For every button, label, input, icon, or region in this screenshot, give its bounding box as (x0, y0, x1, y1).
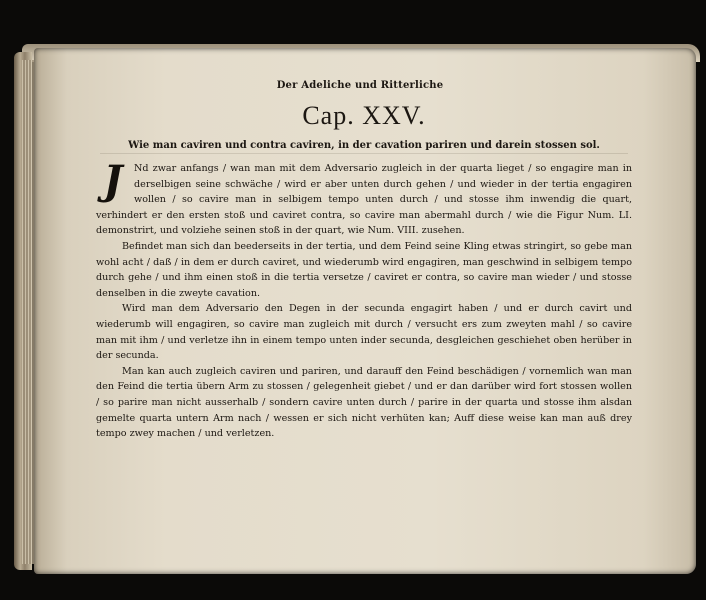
chapter-subtitle: Wie man caviren und contra caviren, in der cavation pariren und darein stossen sol. (128, 140, 600, 151)
decorated-initial: J (103, 157, 123, 204)
paragraph-1: Nd zwar anfangs / wan man mit dem Adversario zugleich in der quarta lieget / so engagire man in derselbigen seine schwäche / wird er aber unten durch gehen / und wieder in der tertia engagiren wollen / so cavire man in selbigem tempo unten durch / und stosse ihm inwendig die quart, verhindert er den ersten stoß und caviret contra, so cavire man abermahl durch / wie die Figur Num. LI. demonstrirt, und volziehe seinen stoß in der quart, wie Num. VIII. zusehen. (96, 163, 632, 237)
chapter-title: Cap. XXV. (302, 101, 426, 130)
paragraph-3: Wird man dem Adversario den Degen in der secunda engagirt haben / und er durch cavirt und wiederumb will engagiren, so cavire man zugleich mit durch / versucht ers zum zweyten mahl / so cavire man mit ihm / und verletze ihn in einem tempo unten inder secunda, desgleichen geschiehet oben herüber in der secunda. (96, 303, 632, 362)
running-head: Der Adeliche und Ritterliche (276, 80, 444, 91)
paragraph-2: Befindet man sich dan beederseits in der tertia, und dem Feind seine Kling etwas stringirt, so gebe man wohl acht / daß / in dem er durch caviret, und wiederumb wird engagiren, man geschwind in selbigem tempo durch gehe / und ihm einen stoß in die tertia versetze / caviret er contra, so cavire man wieder / und stosse denselben in die zweyte cavation. (96, 240, 632, 299)
paragraph-4: Man kan auch zugleich caviren und pariren, und darauff den Feind beschädigen / vornemlich wan man den Feind die tertia übern Arm zu stossen / gelegenheit giebet / und er dan darüber wird fort stossen wollen / so parire man nicht ausserhalb / sondern cavire unten durch / parire in der quarta und stosse ihm alsdan gemelte quarta untern Arm nach / wessen er sich nicht verhüten kan; Auff diese weise kan man auß drey tempo zwey machen / und verletzen. (96, 365, 632, 440)
body-text (96, 157, 632, 442)
page-content (96, 80, 632, 442)
